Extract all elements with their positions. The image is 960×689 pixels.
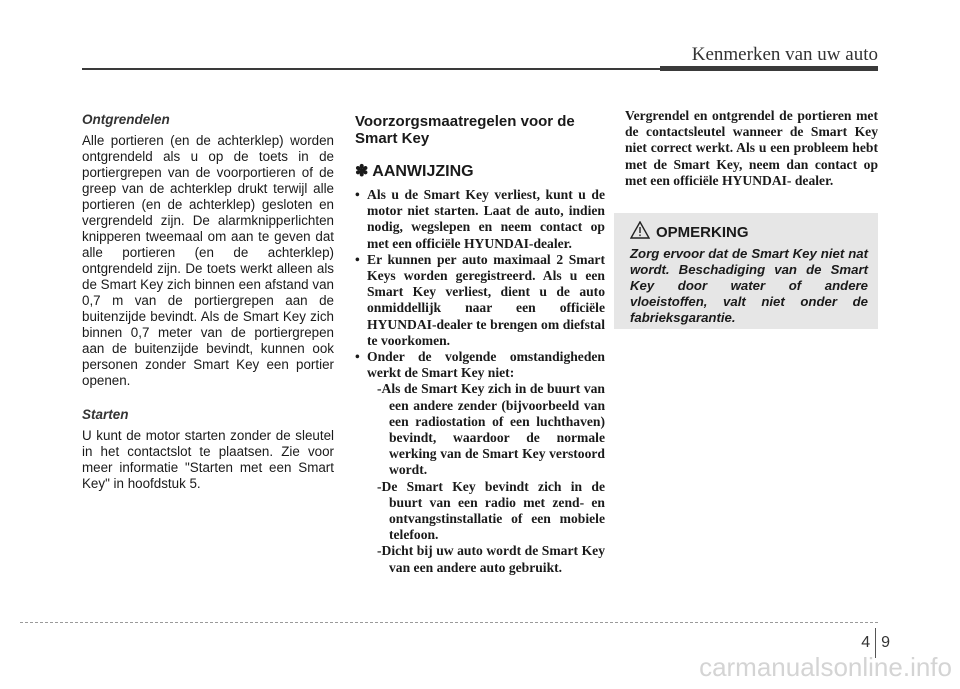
subheading-ontgrendelen: Ontgrendelen <box>82 112 170 127</box>
sub-list-item: -Als de Smart Key zich in de buurt van een andere zender (bijvoorbeeld van een radiostation of een luchthaven) bevindt, waardoor de normale werking van de Smart Key verstoord wordt. <box>377 381 605 478</box>
note-bullet-list <box>355 187 605 576</box>
column-middle <box>355 108 605 576</box>
sub-list-item: -De Smart Key bevindt zich in de buurt van een radio met zend- en ontvangstinstallatie of een mobiele telefoon. <box>377 478 605 543</box>
warning-text: Zorg ervoor dat de Smart Key niet nat wordt. Beschadiging van de Smart Key door water of andere vloeistoffen, valt niet onder de fabrieksgarantie. <box>630 246 868 325</box>
list-item: • Als u de Smart Key verliest, kunt u de motor niet starten. Laat de auto, indien nodig, wegslepen en neem contact op met een officiële HYUNDAI-dealer. <box>355 187 605 251</box>
list-item: • Er kunnen per auto maximaal 2 Smart Keys worden geregistreerd. Als u een Smart Key verliest, dient u de auto onmiddellijk naar een officiële HYUNDAI-dealer te brengen om diefstal te voorkomen. <box>355 251 605 348</box>
column-left <box>82 108 334 508</box>
sub-list-item: -Dicht bij uw auto wordt de Smart Key van een andere auto gebruikt. <box>377 543 605 575</box>
paragraph-vergrendel: Vergrendel en ontgrendel de portieren met de contactsleutel wanneer de Smart Key niet correct werkt. Als u een probleem hebt met de Smart Key, neem dan contact op met een officiële HYUNDAI- dealer. <box>625 108 878 188</box>
list-item: • Onder de volgende omstandigheden werkt de Smart Key niet: -Als de Smart Key zich in de buurt van een andere zender (bijvoorbeeld van een radiostation of een luchthaven) bevindt, waardoor de normale werking van de Smart Key verstoord wordt. -De Smart Key bevindt zich in de buurt van een radio met zend- en ontvangstinstallatie of een mobiele telefoon. -Dicht bij uw auto wordt de Smart Key van een andere auto gebruikt. <box>355 349 605 575</box>
warning-triangle-icon <box>630 221 650 243</box>
warning-box <box>614 213 878 329</box>
page-number-value: 9 <box>881 634 890 651</box>
note-label: AANWIJZING <box>372 163 474 180</box>
sub-list <box>367 381 605 575</box>
page-header-title: Kenmerken van uw auto <box>691 44 878 65</box>
watermark: carmanualsonline.info <box>699 652 952 682</box>
footer-rule <box>20 622 878 623</box>
note-heading <box>355 161 605 181</box>
paragraph-starten: U kunt de motor starten zonder de sleutel in het contactslot te plaatsen. Zie voor meer informatie "Starten met een Smart Key" in hoofdstuk 5. <box>82 428 334 491</box>
section-heading: Voorzorgsmaatregelen voor de Smart Key <box>355 113 575 147</box>
header-rule-accent <box>660 66 878 71</box>
subheading-starten: Starten <box>82 407 129 422</box>
column-right <box>625 108 878 189</box>
note-asterisk-icon: ✽ <box>355 163 369 180</box>
paragraph-ontgrendelen: Alle portieren (en de achterklep) worden ontgrendeld als u op de toets in de portiergrepen van de voorportieren of de greep van de achterklep drukt terwijl alle portieren (en de achterklep) gesloten en vergrendeld zijn. De alarmknipperlichten knipperen tweemaal om aan te geven dat alle portieren (en de achterklep) ontgrendeld zijn. De toets werkt alleen als de Smart Key zich binnen een afstand van 0,7 m van de portiergrepen aan de buitenzijde bevindt. Als de Smart Key zich binnen 0,7 meter van de portiergrepen aan de buitenzijde bevindt, kunnen ook personen zonder Smart Key een portier openen. <box>82 133 334 388</box>
warning-heading <box>630 221 868 243</box>
warning-label: OPMERKING <box>656 223 749 241</box>
chapter-number: 4 <box>861 634 871 651</box>
